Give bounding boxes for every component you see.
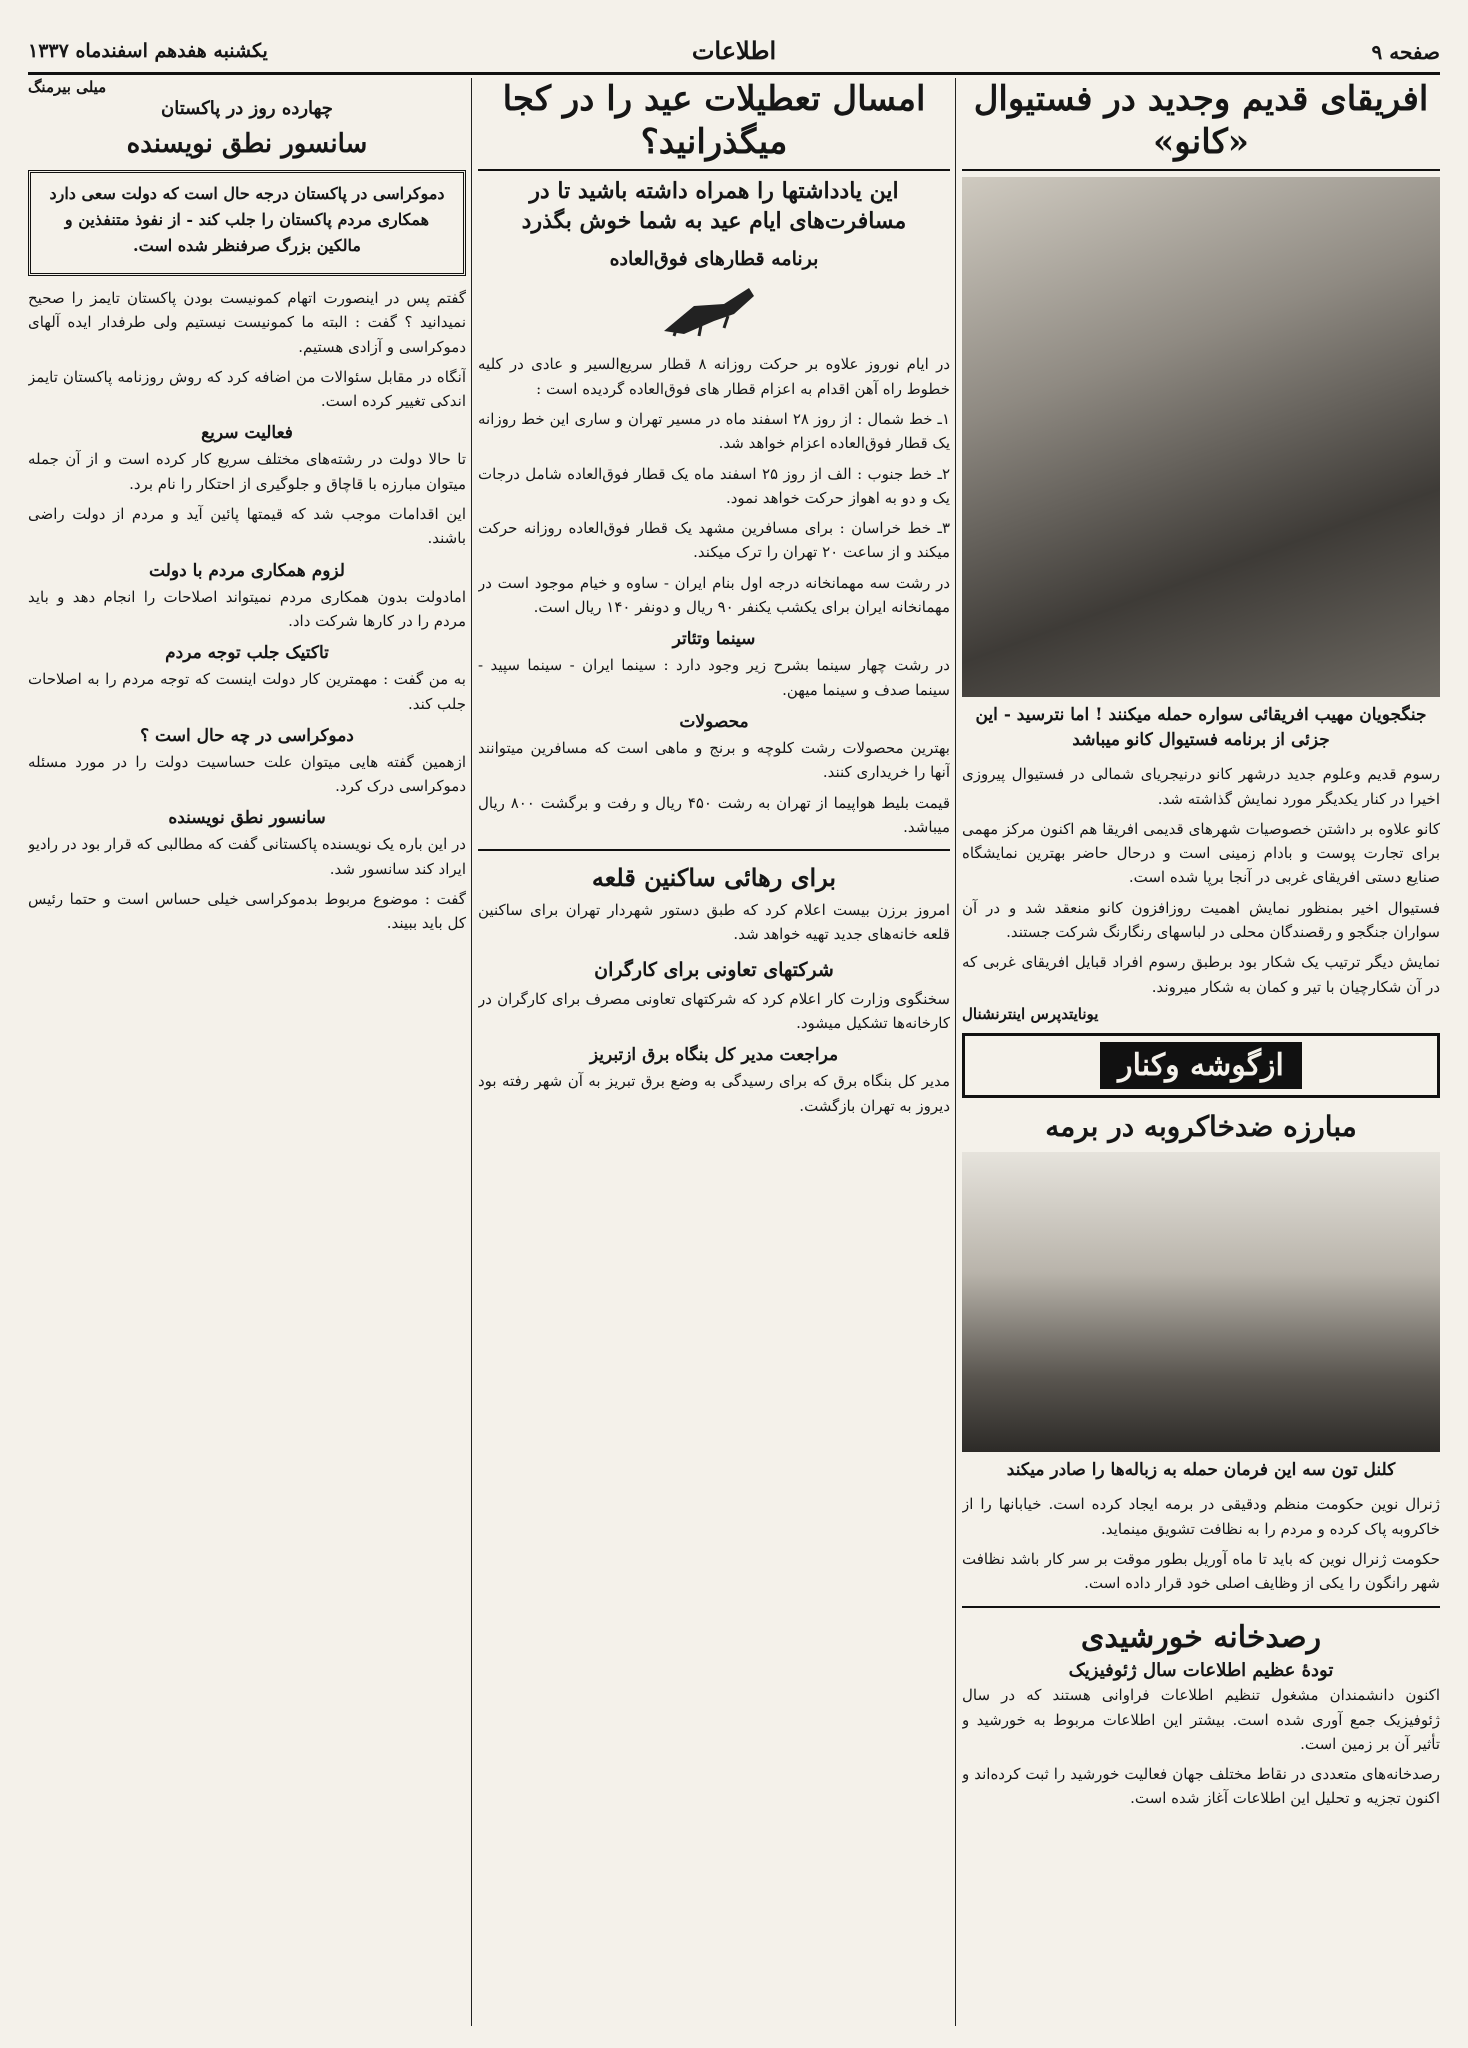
pakistan-summary-box [28, 170, 466, 276]
pakistan-subhead: لزوم همکاری مردم با دولت [149, 560, 345, 581]
cinema-heading: سینما وتئاتر [672, 629, 756, 650]
kano-credit: یونایتدپرس اینترنشنال [962, 1004, 1099, 1023]
column-right [962, 78, 1440, 2026]
observatory-headline: رصدخانه خورشیدی [1080, 1619, 1322, 1655]
column-rule [471, 78, 472, 2026]
column-middle [478, 78, 950, 2026]
burma-headline: مبارزه ضدخاکروبه در برمه [1045, 1109, 1357, 1143]
newspaper-name: اطلاعات [691, 36, 777, 65]
airfare-paragraph: قیمت بلیط هواپیما از تهران به رشت ۴۵۰ ریال و رفت و برگشت ۸۰۰ ریال میباشد. [478, 793, 950, 836]
horseman-icon [654, 276, 774, 346]
holiday-subheadline: این یادداشتها را همراه داشته باشید تا در مسافرت‌های ایام عید به شما خوش بگذرد [521, 178, 907, 234]
pakistan-paragraph: تا حالا دولت در رشته‌های مختلف سریع کار کرده است و از آن جمله میتوان مبارزه با قاچاق و جلوگیری از احتکار را نام برد. [28, 450, 466, 493]
pakistan-paragraph: در این باره یک نویسنده پاکستانی گفت که مطالبی که قرار بود در رادیو ایراد کند سانسور شد. [28, 835, 466, 878]
pakistan-paragraph: گفتم پس در اینصورت اتهام کمونیست بودن پاکستان تایمز را صحیح نمیدانید ؟ گفت : البته ما کمونیست نیستیم ولی طرفدار ایده آلهای دموکراسی و آزادی هستیم. [28, 289, 466, 356]
products-paragraph: بهترین محصولات رشت کلوچه و برنج و ماهی است که مسافرین میتوانند آنها را خریداری کنند. [478, 738, 950, 782]
pakistan-subhead: دموکراسی در چه حال است ؟ [140, 725, 354, 746]
kano-paragraph: نمایش دیگر ترتیب یک شکار بود برطبق رسوم افراد قبایل افریقای غربی که در آن شکارچیان با تیر و کمان به شکار میروند. [962, 953, 1440, 996]
burma-paragraph: ژنرال نوین حکومت منظم ودقیقی در برمه ایجاد کرده است. خیابانها را از خاکروبه پاک کرده و مردم را به نظافت تشویق مینماید. [962, 1495, 1440, 1538]
column-left [28, 78, 466, 2026]
burma-paragraph: حکومت ژنرال نوین که باید تا ماه آوریل بطور موقت بر سر کار باشد نظافت شهر رانگون را یکی از وظایف اصلی خود قرار داده است. [962, 1549, 1440, 1593]
kano-caption: جنگجویان مهیب افریقائی سواره حمله میکنند ! اما نترسید - این جزئی از برنامه فستیوال کانو میباشد [975, 705, 1427, 750]
holiday-headline: امسال تعطیلات عید را در کجا میگذرانید؟ [478, 78, 950, 171]
kano-headline: افریقای قدیم وجدید در فستیوال «کانو» [962, 78, 1440, 171]
pakistan-paragraph: به من گفت : مهمترین کار دولت اینست که توجه مردم را به اصلاحات جلب کند. [28, 670, 466, 713]
pakistan-paragraph: آنگاه در مقابل سئوالات من اضافه کرد که روش روزنامه پاکستان تایمز اندکی تغییر کرده است. [28, 367, 466, 411]
cinema-paragraph: در رشت چهار سینما بشرح زیر وجود دارد : سینما ایران - سینما سپید - سینما صدف و سینما میهن. [478, 656, 950, 699]
fort-headline: برای رهائی ساکنین قلعه [591, 863, 837, 893]
trains-heading: برنامه قطارهای فوق‌العاده [609, 248, 819, 271]
pakistan-paragraph: این اقدامات موجب شد که قیمتها پائین آید و مردم از دولت راضی باشند. [28, 505, 466, 548]
kano-paragraph: کانو علاوه بر داشتن خصوصیات شهرهای قدیمی افریقا هم اکنون مرکز مهمی برای تجارت پوست و بادام زمینی است و درحال حاضر بهترین نمایشگاه صنایع دستی افریقای غربی در آنجا برپا شده است. [962, 819, 1440, 887]
kano-photo [962, 177, 1440, 697]
observatory-paragraph: اکنون دانشمندان مشغول تنظیم اطلاعات فراوانی هستند که در سال ژئوفیزیک جمع آوری شده است. بیشتر این اطلاعات مربوط به خورشید و تأثیر آن بر زمین است. [962, 1686, 1440, 1753]
pakistan-headline: سانسور نطق نویسنده [126, 129, 368, 160]
coop-headline: شرکتهای تعاونی برای کارگران [594, 958, 834, 981]
issue-date: یکشنبه هفدهم اسفندماه ۱۳۳۷ [28, 40, 268, 62]
observatory-paragraph: رصدخانه‌های متعددی در نقاط مختلف جهان فعالیت خورشید را ثبت کرده‌اند و اکنون تجزیه و تحلیل این اطلاعات آغاز شده است. [962, 1765, 1440, 1808]
power-headline: مراجعت مدیر کل بنگاه برق ازتبریز [589, 1045, 839, 1066]
coop-paragraph: سخنگوی وزارت کار اعلام کرد که شرکتهای تعاونی مصرف برای کارگران در کارخانه‌ها تشکیل میشود. [478, 989, 950, 1033]
trains-paragraph: ۱ـ خط شمال : از روز ۲۸ اسفند ماه در مسیر تهران و ساری این خط روزانه یک قطار فوق‌العاده اعزام خواهد شد. [478, 409, 950, 453]
pakistan-paragraph: گفت : موضوع مربوط بدموکراسی خیلی حساس است و حتما رئیس کل باید ببیند. [28, 890, 466, 933]
trains-paragraph: ۳ـ خط خراسان : برای مسافرین مشهد یک قطار فوق‌العاده روزانه حرکت میکند و از ساعت ۲۰ تهران را ترک میکند. [478, 519, 950, 562]
power-paragraph: مدیر کل بنگاه برق که برای رسیدگی به وضع برق تبریز به آن شهر رفته بود دیروز به تهران بازگشت. [478, 1072, 950, 1115]
section-banner-label: ازگوشه وکنار [1100, 1042, 1302, 1089]
trains-paragraph: در ایام نوروز علاوه بر حرکت روزانه ۸ قطار سریع‌السیر و عادی در کلیه خطوط راه آهن اقدام به اعزام قطار های فوق‌العاده گردیده است : [478, 355, 950, 398]
divider [478, 849, 950, 851]
pakistan-subhead: تاکتیک جلب توجه مردم [165, 643, 329, 664]
pakistan-kicker: چهارده روز در پاکستان [161, 98, 333, 119]
products-heading: محصولات [679, 711, 749, 732]
trains-paragraph: ۲ـ خط جنوب : الف از روز ۲۵ اسفند ماه یک قطار فوق‌العاده شامل درجات یک و دو به اهواز حرکت خواهد نمود. [478, 464, 950, 507]
pakistan-subhead: سانسور نطق نویسنده [168, 808, 326, 829]
kano-intro: رسوم قدیم وعلوم جدید درشهر کانو درنیجریای شمالی در فستیوال پیروزی اخیرا در کنار یکدیگر مورد نمایش گذاشته شد. [962, 765, 1440, 808]
hotels-paragraph: در رشت سه مهمانخانه درجه اول بنام ایران - ساوه و خیام موجود است در مهمانخانه ایران برای یکشب یکنفر ۹۰ ریال و دونفر ۱۴۰ ریال است. [478, 573, 950, 617]
section-banner [962, 1033, 1440, 1098]
observatory-subheadline: تودهٔ عظیم اطلاعات سال ژئوفیزیک [1068, 1660, 1334, 1682]
pakistan-summary: دموکراسی در پاکستان درجه حال است که دولت سعی دارد همکاری مردم پاکستان را جلب کند - از نفوذ متنفذین و مالکین بزرگ صرفنظر شده است. [49, 184, 445, 256]
divider [962, 1606, 1440, 1608]
kano-paragraph: فستیوال اخیر بمنظور نمایش اهمیت روزافزون کانو منعقد شد و در آن سواران جنگجو و رقصندگان محلی در لباسهای رنگارنگ شرکت جستند. [962, 898, 1440, 942]
author-byline: میلی بیرمنگ [28, 78, 107, 96]
burma-caption: کلنل تون سه این فرمان حمله به زباله‌ها را صادر میکند [1006, 1459, 1396, 1480]
pakistan-paragraph: ازهمین گفته هایی میتوان علت حساسیت دولت را در مورد مسئله دموکراسی درک کرد. [28, 752, 466, 796]
pakistan-subhead: فعالیت سریع [201, 423, 293, 444]
pakistan-paragraph: امادولت بدون همکاری مردم نمیتواند اصلاحات را انجام دهد و باید مردم را در کارها شرکت داد. [28, 587, 466, 630]
page-number: صفحه ۹ [1371, 40, 1440, 64]
masthead [28, 34, 1440, 75]
column-rule [955, 78, 956, 2026]
fort-paragraph: امروز برزن بیست اعلام کرد که طبق دستور شهردار تهران برای ساکنین قلعه خانه‌های جدید تهیه خواهد شد. [478, 901, 950, 944]
burma-photo [962, 1152, 1440, 1452]
